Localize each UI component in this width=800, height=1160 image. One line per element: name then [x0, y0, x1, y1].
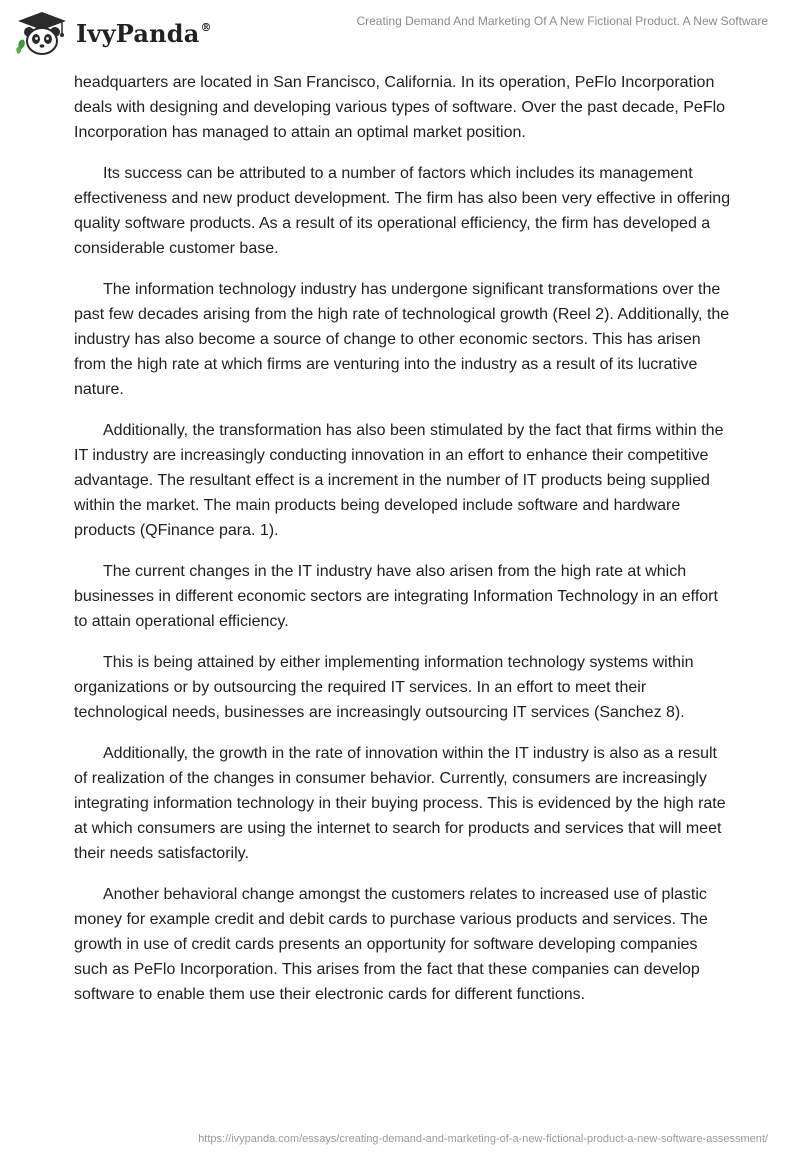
paragraph: Additionally, the growth in the rate of innovation within the IT industry is also as a result of realization of the changes in consumer behavior. Currently, consumers are increasingly integrating information technology in their buying process. This is evidenced by the high rate at which consumers are using the internet to search for products and services that will meet their needs satisfactorily.	[74, 745, 726, 862]
logo-wordmark: IvyPanda®	[76, 18, 212, 48]
ivypanda-logo[interactable]	[14, 10, 212, 56]
page-header	[0, 0, 800, 70]
paragraph: This is being attained by either implementing information technology systems within organizations or by outsourcing the required IT services. In an effort to meet their technological needs, businesses are increasingly outsourcing IT services (Sanchez 8).	[74, 654, 694, 721]
paragraph: The current changes in the IT industry have also arisen from the high rate at which businesses in different economic sectors are integrating Information Technology in an effort to attain operational efficiency.	[74, 563, 718, 630]
paragraph: Additionally, the transformation has also been stimulated by the fact that firms within the IT industry are increasingly conducting innovation in an effort to enhance their competitive advantage. The resultant effect is a increment in the number of IT products being supplied within the market. The main products being developed include software and hardware products (QFinance para. 1).	[74, 422, 724, 539]
panda-graduate-icon	[14, 10, 70, 56]
paragraph: Its success can be attributed to a number of factors which includes its management effectiveness and new product development. The firm has also been very effective in offering quality software products. As a result of its operational efficiency, the firm has developed a considerable customer base.	[74, 165, 731, 257]
document-title: Creating Demand And Marketing Of A New Fictional Product. A New Software	[356, 14, 768, 28]
paragraph: headquarters are located in San Francisco, California. In its operation, PeFlo Incorporation deals with designing and developing various types of software. Over the past decade, PeFlo Incorporation has managed to attain an optimal market position.	[74, 74, 726, 141]
essay-body	[74, 70, 734, 1023]
paragraph: Another behavioral change amongst the customers relates to increased use of plastic money for example credit and debit cards to purchase various products and services. The growth in use of credit cards presents an opportunity for software developing companies such as PeFlo Incorporation. This arises from the fact that these companies can develop software to enable them use their electronic cards for different functions.	[74, 886, 708, 1003]
source-url[interactable]: https://ivypanda.com/essays/creating-demand-and-marketing-of-a-new-fictional-product-a-new-software-assessment/	[198, 1133, 768, 1145]
paragraph: The information technology industry has undergone significant transformations over the past few decades arising from the high rate of technological growth (Reel 2). Additionally, the industry has also become a source of change to other economic sectors. This has arisen from the high rate at which firms are venturing into the industry as a result of its lucrative nature.	[74, 281, 730, 398]
